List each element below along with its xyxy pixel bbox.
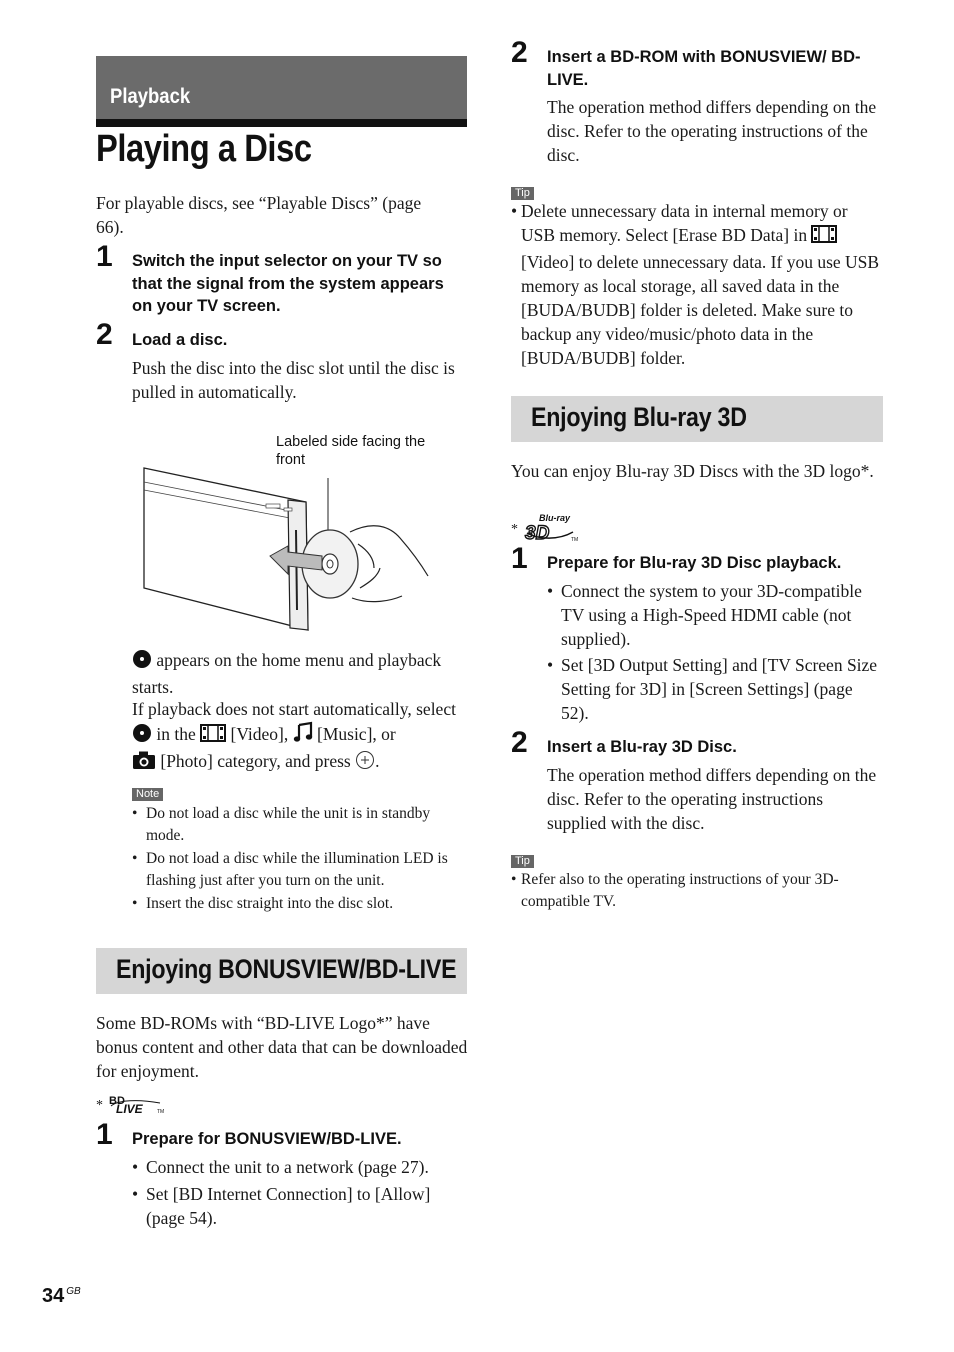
step-heading: Load a disc. [132,331,228,349]
text-segment: . [375,751,380,771]
bd-live-logo-mark [108,1092,168,1116]
text-segment: [Photo] category, and press [160,751,351,771]
enter-button-icon [355,750,375,776]
page-number-value: 34 [42,1285,65,1307]
photo-category-icon [132,750,156,776]
section-band-bluray3d [511,396,883,442]
video-category-icon [811,224,837,250]
bonus-bullets [132,1155,468,1230]
step-number: 1 [511,542,528,575]
bonus-intro: Some BD-ROMs with “BD-LIVE Logo*” have bonus content and other data that can be downloaded for enjoyment. [96,1013,468,1081]
note-item: • Insert the disc straight into the disc slot. [132,893,468,915]
bullet-item: • Connect the unit to a network (page 27). [132,1155,468,1179]
step-heading: Prepare for BONUSVIEW/BD-LIVE. [132,1130,402,1148]
step-body: Push the disc into the disc slot until the disc is pulled in automatically. [132,358,455,402]
bullet-item: • Set [BD Internet Connection] to [Allow] (page 54). [132,1182,468,1230]
title-rule [96,119,467,127]
text-segment: [Video] to delete unnecessary data. If you use USB memory as local storage, all saved data in the [BUDA/BUDB] folder is deleted. Make sure to backup any video/music/photo data in the [BUDA/BUDB] folder. [521,252,880,368]
intro-text: For playable discs, see “Playable Discs” (page 66). [96,193,422,237]
step-heading: Prepare for Blu-ray 3D Disc playback. [547,554,842,572]
logo-footnote-mark: * [511,522,518,537]
step-body: The operation method differs depending on the disc. Refer to the operating instructions of the disc. [547,97,877,165]
svg-text:TM: TM [157,1109,165,1115]
playback-start-text [132,648,468,699]
note-item: • Do not load a disc while the illumination LED is flashing just after you turn on the unit. [132,848,468,892]
bullet-item: • Connect the system to your 3D-compatible TV using a High-Speed HDMI cable (not supplied). [547,579,883,651]
page-title: Playing a Disc [96,128,312,170]
note-item: • Do not load a disc while the unit is in standby mode. [132,803,468,847]
tip-item: • Refer also to the operating instructions of your 3D-compatible TV. [511,869,883,913]
svg-text:3D: 3D [525,523,550,544]
category-label: Playback [110,85,191,108]
disc-icon [132,649,152,675]
svg-text:BD: BD [109,1095,125,1107]
step-number: 1 [96,1118,113,1151]
category-banner [96,56,467,119]
text-segment: If playback does not start automatically, select [132,699,456,719]
bd3d-bullets [547,579,883,725]
note-badge: Note [132,788,163,801]
page-number [42,1285,81,1308]
video-category-icon [200,723,226,749]
bullet-item: • Set [3D Output Setting] and [TV Screen Size Setting for 3D] in [Screen Settings] (page 52). [547,653,883,725]
text-segment: [Video], [230,724,289,744]
svg-text:Blu-ray: Blu-ray [539,513,571,523]
tip-item [511,199,883,370]
page-number-suffix: GB [66,1286,81,1297]
step-number: 2 [511,726,528,759]
step-number: 2 [511,36,528,69]
step-number: 1 [96,240,113,273]
playback-start-sentence: appears on the home menu and playback starts. [132,650,442,697]
tip-text [511,869,883,913]
step-heading: Insert a Blu-ray 3D Disc. [547,738,737,756]
text-segment: [Music], or [317,724,396,744]
text-segment: in the [156,724,196,744]
svg-text:TM: TM [571,537,579,543]
playback-manual-text [132,697,472,776]
step-heading: Switch the input selector on your TV so that the signal from the system appears on your TV screen. [132,252,444,315]
disc-icon [132,723,152,749]
section-band-bonusview [96,948,467,994]
disc-insert-illustration [138,460,438,640]
tip-text [511,199,883,370]
text-segment: Delete unnecessary data in internal memory or USB memory. Select [Erase BD Data] in [521,201,848,245]
music-category-icon [293,721,313,749]
svg-text:LIVE: LIVE [116,1102,143,1116]
logo-footnote-mark: * [96,1098,103,1113]
step-number: 2 [96,318,113,351]
bluray-3d-logo-mark [523,512,583,544]
bd3d-intro: You can enjoy Blu-ray 3D Discs with the 3D logo*. [511,461,874,481]
step-heading: Insert a BD-ROM with BONUSVIEW/ BD-LIVE. [547,48,861,89]
section-title: Enjoying Blu-ray 3D [531,402,747,432]
step-body: The operation method differs depending on the disc. Refer to the operating instructions supplied with the disc. [547,765,877,833]
tip-badge: Tip [511,855,534,868]
section-title: Enjoying BONUSVIEW/BD-LIVE [116,954,457,984]
figure-callout: Labeled side facing the front [276,434,426,468]
tip-badge: Tip [511,187,534,200]
note-list [132,803,468,915]
